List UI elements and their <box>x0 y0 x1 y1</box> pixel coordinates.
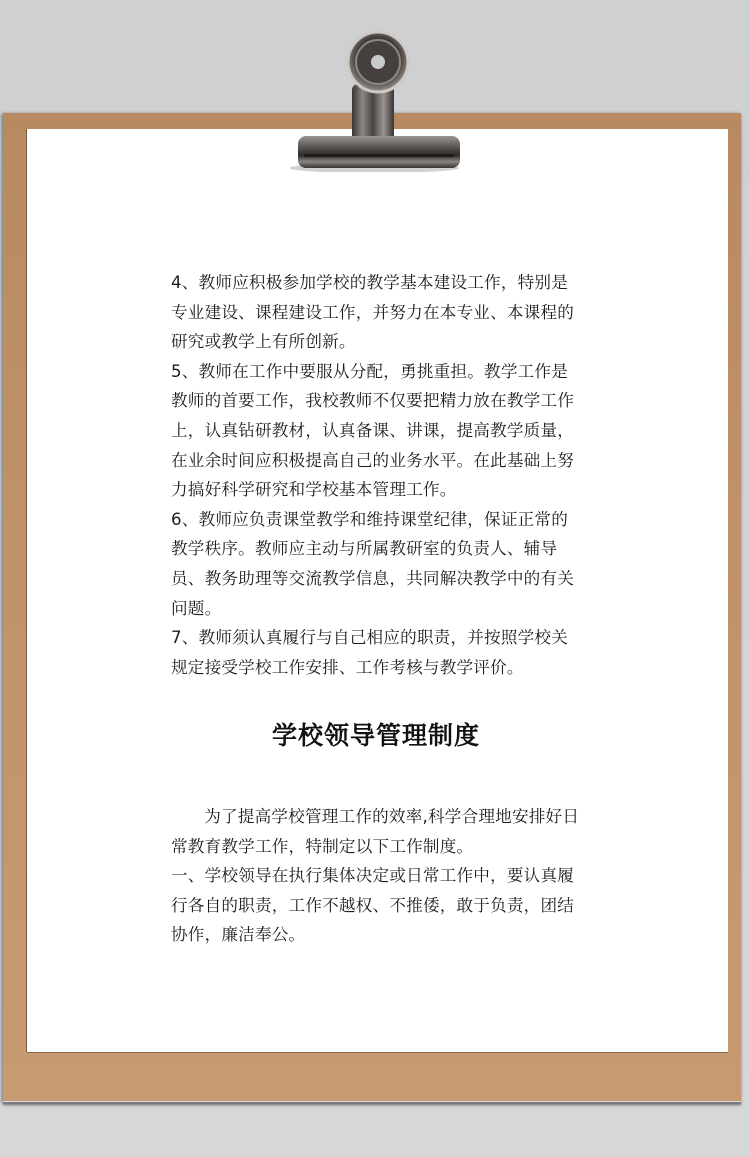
clause-6: 6、教师应负责课堂教学和维持课堂纪律，保证正常的教学秩序。教师应主动与所属教研室的负责人、辅导员、教务助理等交流教学信息，共同解决教学中的有关问题。 <box>171 509 575 618</box>
clause-one: 一、学校领导在执行集体决定或日常工作中，要认真履行各自的职责，工作不越权、不推倭，敢于负责，团结协作，廉洁奉公。 <box>171 866 575 945</box>
board-shadow <box>3 1102 741 1106</box>
intro-paragraph: 为了提高学校管理工作的效率,科学合理地安排好日常教育教学工作，特制定以下工作制度。 <box>171 807 580 856</box>
clause-7: 7、教师须认真履行与自己相应的职责，并按照学校关规定接受学校工作安排、工作考核与教学评价。 <box>171 628 569 677</box>
binder-clip-icon <box>290 22 470 172</box>
section-continued <box>171 268 581 682</box>
clause-4: 4、教师应积极参加学校的教学基本建设工作，特别是专业建设、课程建设工作，并努力在本专业、本课程的研究或教学上有所创新。 <box>171 273 575 352</box>
section-heading: 学校领导管理制度 <box>271 721 480 750</box>
section-body <box>171 802 581 950</box>
clause-5: 5、教师在工作中要服从分配，勇挑重担。教学工作是教师的首要工作，我校教师不仅要把精力放在教学工作上，认真钻研教材，认真备课、讲课，提高教学质量，在业余时间应积极提高自己的业务水平。在此基础上努力搞好科学研究和学校基本管理工作。 <box>171 361 575 500</box>
